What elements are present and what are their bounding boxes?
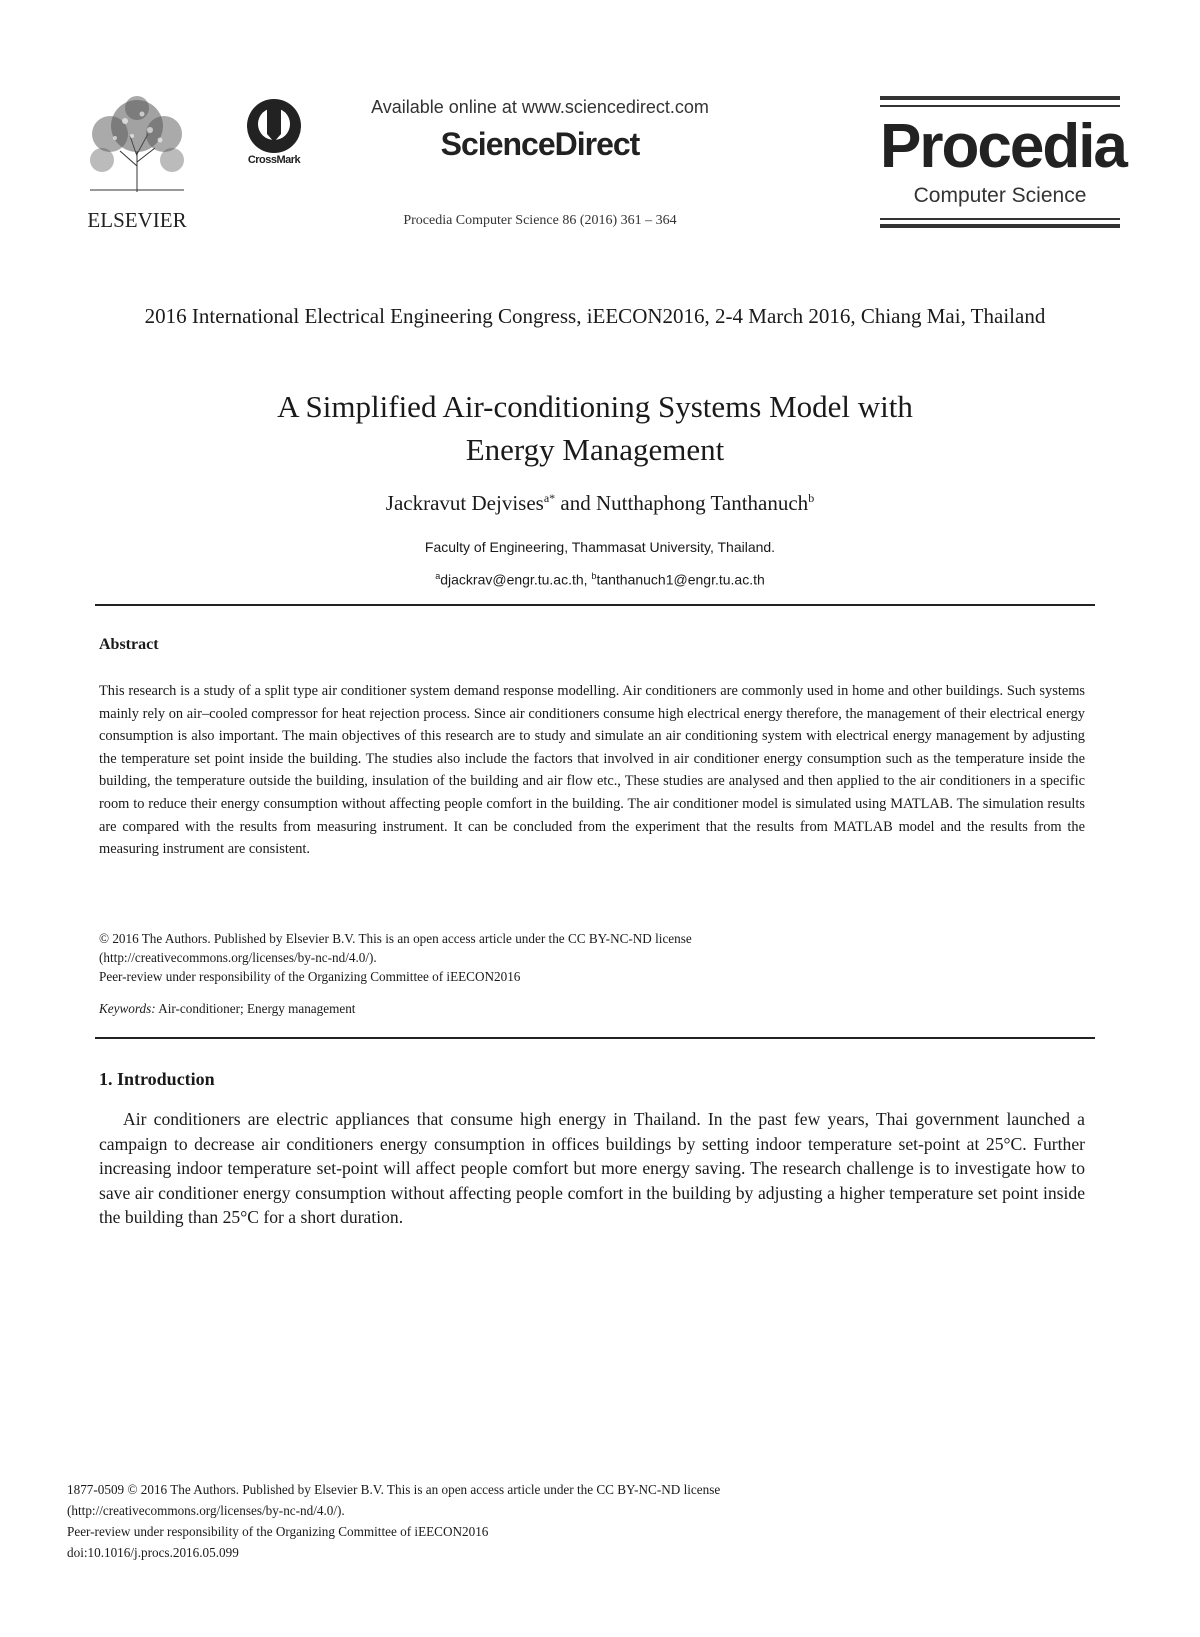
license-line-1: © 2016 The Authors. Published by Elsevier B.V. This is an open access article under the CC BY-NC-ND license [99, 931, 692, 946]
paper-title-line-2: Energy Management [465, 432, 725, 467]
paper-title [150, 385, 1040, 471]
author-list [150, 491, 1050, 516]
email-a[interactable]: djackrav@engr.tu.ac.th, [440, 571, 592, 588]
footer-line-1: 1877-0509 © 2016 The Authors. Published by Elsevier B.V. This is an open access article under the CC BY-NC-ND license [67, 1482, 721, 1497]
elsevier-logo [78, 96, 196, 232]
conference-name: 2016 International Electrical Engineering Congress, iEECON2016, 2-4 March 2016, Chiang Mai, Thailand [144, 304, 1046, 328]
keywords-label: Keywords: [99, 1001, 156, 1016]
procedia-logo [880, 96, 1126, 230]
abstract-heading: Abstract [99, 636, 159, 653]
elsevier-tree-icon [80, 96, 194, 192]
crossmark-icon [246, 98, 302, 156]
crossmark-label: CrossMark [247, 154, 301, 166]
license-notice [99, 929, 1085, 986]
keywords-list: Air-conditioner; Energy management [155, 1001, 356, 1016]
crossmark-badge[interactable] [240, 98, 308, 174]
email-b[interactable]: tanthanuch1@engr.tu.ac.th [596, 571, 765, 588]
author-join: and [555, 491, 596, 515]
footer-license-link[interactable]: (http://creativecommons.org/licenses/by-nc-nd/4.0/). [67, 1503, 345, 1518]
author-1-superscript: a* [543, 491, 556, 505]
divider-bottom [95, 1037, 1095, 1039]
introduction-heading: 1. Introduction [99, 1069, 215, 1089]
procedia-wordmark: Procedia [880, 112, 1126, 181]
introduction-body: Air conditioners are electric appliances that consume high energy in Thailand. In the past few years, Thai government launched a campaign to decrease air conditioners energy consumption in offices buildings by setting indoor temperature set-point at 25°C. Further increasing indoor temperature set-point will affect people comfort but more energy saving. The research challenge is to investigate how to save air conditioner energy consumption without affecting people comfort in the building by adjusting a higher temperature set point inside the building than 25°C for a short duration. [99, 1109, 1085, 1227]
license-link[interactable]: (http://creativecommons.org/licenses/by-nc-nd/4.0/). [99, 950, 377, 965]
sciencedirect-wordmark: ScienceDirect [440, 126, 640, 162]
peer-review-notice: Peer-review under responsibility of the Organizing Committee of iEECON2016 [99, 969, 521, 984]
author-name-2: Nutthaphong Tanthanuch [596, 491, 809, 515]
available-online-text: Available online at www.sciencedirect.com [371, 97, 709, 117]
footer-notice [67, 1479, 1067, 1563]
keywords [99, 1001, 1085, 1017]
author-2-superscript: b [808, 491, 815, 505]
email-a-superscript: a [435, 571, 441, 581]
procedia-top-rule-thick [880, 96, 1120, 100]
abstract-body: This research is a study of a split type air conditioner system demand response modelling. Air conditioners are commonly used in home and other buildings. Such systems mainly rely on air–cooled compressor for heat rejection process. Since air conditioners consume high electrical energy therefore, the management of their electrical energy consumption is also important. The main objectives of this research are to study and simulate an air conditioning system with electrical energy management by adjusting the temperature set point inside the building. The studies also include the factors that involved in air conditioner energy consumption such as the temperature inside the building, the temperature outside the building, insulation of the building and air flow etc., These studies are analysed and then applied to the air conditioners in a specific room to reduce their energy consumption without affecting people comfort in the building. The air conditioner model is simulated using MATLAB. The simulation results are compared with the results from measuring instrument. It can be concluded from the experiment that the results from MATLAB model and the results from the measuring instrument are consistent. [99, 683, 1085, 858]
elsevier-wordmark: ELSEVIER [87, 208, 187, 232]
divider-top [95, 604, 1095, 606]
procedia-top-rule-thin [880, 105, 1120, 107]
procedia-subtitle: Computer Science [913, 184, 1087, 207]
author-emails [150, 571, 1050, 588]
footer-doi[interactable]: doi:10.1016/j.procs.2016.05.099 [67, 1545, 239, 1560]
email-b-superscript: b [591, 571, 597, 581]
procedia-bottom-rule-thin [880, 218, 1120, 220]
affiliation: Faculty of Engineering, Thammasat University, Thailand. [424, 539, 776, 555]
procedia-bottom-rule-thick [880, 224, 1120, 228]
author-name-1: Jackravut Dejvises [385, 491, 544, 515]
journal-reference: Procedia Computer Science 86 (2016) 361 – 364 [403, 213, 677, 228]
paper-title-line-1: A Simplified Air-conditioning Systems Model with [277, 389, 913, 424]
footer-peer-review: Peer-review under responsibility of the Organizing Committee of iEECON2016 [67, 1524, 489, 1539]
